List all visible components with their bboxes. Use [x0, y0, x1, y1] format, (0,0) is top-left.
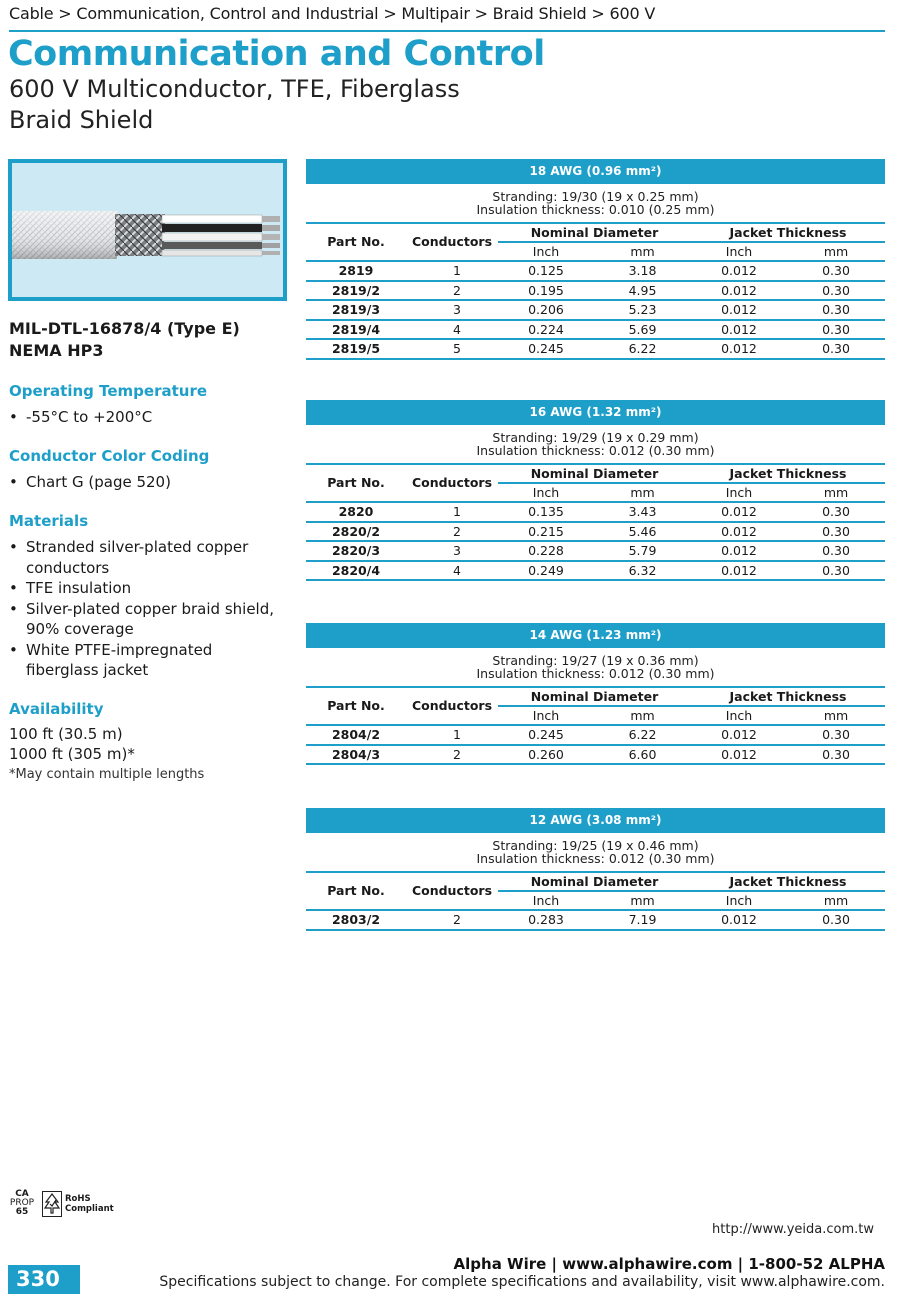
- jacket-mm: 0.30: [822, 504, 850, 519]
- table-stranding: [306, 833, 885, 871]
- insulation-text: Insulation thickness: 0.012 (0.30 mm): [476, 443, 715, 458]
- company-contact: Alpha Wire | www.alphawire.com | 1-800-52 ALPHA: [453, 1255, 885, 1273]
- diameter-mm: 6.60: [628, 746, 657, 762]
- conductors-value: 5: [453, 341, 461, 357]
- table-gauge-heading: 12 AWG (3.08 mm²): [306, 808, 885, 833]
- availability-note: *May contain multiple lengths: [9, 767, 205, 782]
- table-gauge-heading: 16 AWG (1.32 mm²): [306, 400, 885, 425]
- diameter-inch: 0.245: [528, 341, 564, 357]
- insulation-text: Insulation thickness: 0.010 (0.25 mm): [476, 202, 715, 217]
- color-coding-heading: Conductor Color Coding: [9, 447, 210, 465]
- diameter-mm: 6.32: [628, 562, 657, 578]
- diameter-mm: 3.43: [628, 504, 657, 519]
- cable-product-image: [8, 159, 287, 301]
- jacket-mm: 0.30: [822, 746, 850, 762]
- table-row: [306, 319, 885, 339]
- col-part-no: Part No.: [327, 698, 385, 713]
- table-column-headers: [306, 465, 885, 501]
- diameter-mm: 7.19: [628, 912, 657, 927]
- diameter-mm: 4.95: [628, 282, 657, 298]
- prop-line-2: PROP: [9, 1198, 35, 1208]
- table-stranding: [306, 184, 885, 222]
- col-jacket-thickness: Jacket Thickness: [729, 466, 847, 481]
- list-item: • Chart G (page 520): [9, 472, 289, 493]
- col-inch: Inch: [532, 244, 560, 259]
- table-row: [306, 280, 885, 300]
- table-row: [306, 909, 885, 929]
- availability-line-1: 100 ft (30.5 m): [9, 725, 123, 743]
- col-mm: mm: [630, 485, 655, 500]
- jacket-mm: 0.30: [822, 282, 850, 298]
- insulation-text: Insulation thickness: 0.012 (0.30 mm): [476, 666, 715, 681]
- diameter-inch: 0.195: [528, 282, 564, 298]
- table-gauge-heading: 14 AWG (1.23 mm²): [306, 623, 885, 648]
- part-number: 2819: [338, 263, 374, 278]
- col-part-no: Part No.: [327, 475, 385, 490]
- part-number: 2819/2: [331, 282, 381, 298]
- jacket-mm: 0.30: [822, 321, 850, 337]
- jacket-inch: 0.012: [721, 727, 757, 742]
- materials-heading: Materials: [9, 512, 89, 530]
- col-mm: mm: [823, 244, 849, 259]
- rohs-logo: [42, 1191, 114, 1217]
- part-number: 2820/2: [331, 523, 381, 539]
- stranding-text: Stranding: 19/27 (19 x 0.36 mm): [492, 653, 699, 668]
- conductors-value: 3: [453, 302, 461, 318]
- stranding-text: Stranding: 19/29 (19 x 0.29 mm): [492, 430, 699, 445]
- jacket-mm: 0.30: [822, 543, 850, 559]
- header-rule: [9, 30, 885, 32]
- table-14-awg: [306, 623, 885, 765]
- conductors-value: 2: [453, 523, 461, 539]
- diameter-inch: 0.249: [528, 562, 564, 578]
- stranding-text: Stranding: 19/25 (19 x 0.46 mm): [492, 838, 699, 853]
- table-row: [306, 724, 885, 744]
- table-row: [306, 338, 885, 358]
- conductors-value: 1: [453, 727, 461, 742]
- diameter-inch: 0.228: [528, 543, 564, 559]
- table-column-headers: [306, 873, 885, 909]
- part-number: 2819/5: [331, 341, 381, 357]
- col-nominal-diameter: Nominal Diameter: [530, 874, 659, 889]
- page-number: 330: [8, 1265, 80, 1294]
- diameter-mm: 5.46: [628, 523, 657, 539]
- col-inch: Inch: [725, 708, 753, 723]
- compliance-logos: [8, 1190, 114, 1217]
- diameter-inch: 0.224: [528, 321, 564, 337]
- availability-heading: Availability: [9, 700, 104, 718]
- insulation-text: Insulation thickness: 0.012 (0.30 mm): [476, 851, 715, 866]
- col-inch: Inch: [725, 893, 753, 908]
- jacket-mm: 0.30: [822, 523, 850, 539]
- diameter-mm: 3.18: [628, 263, 657, 278]
- jacket-mm: 0.30: [822, 727, 850, 742]
- table-row: [306, 501, 885, 521]
- diameter-inch: 0.260: [528, 746, 564, 762]
- part-number: 2804/2: [331, 727, 381, 742]
- col-nominal-diameter: Nominal Diameter: [530, 225, 659, 240]
- stranding-text: Stranding: 19/30 (19 x 0.25 mm): [492, 189, 699, 204]
- list-item: • -55°C to +200°C: [9, 407, 289, 428]
- conductors-value: 2: [453, 912, 461, 927]
- page-title: Communication and Control: [8, 34, 545, 74]
- diameter-inch: 0.283: [528, 912, 564, 927]
- conductors-value: 2: [453, 746, 461, 762]
- conductors-value: 4: [453, 562, 461, 578]
- diameter-mm: 5.69: [628, 321, 657, 337]
- jacket-inch: 0.012: [721, 746, 757, 762]
- jacket-inch: 0.012: [721, 543, 757, 559]
- col-mm: mm: [630, 708, 655, 723]
- col-part-no: Part No.: [327, 234, 385, 249]
- materials-list: [9, 537, 289, 681]
- col-jacket-thickness: Jacket Thickness: [729, 874, 847, 889]
- jacket-inch: 0.012: [721, 562, 757, 578]
- rohs-line-1: RoHS: [65, 1193, 91, 1204]
- jacket-inch: 0.012: [721, 302, 757, 318]
- col-mm: mm: [823, 485, 849, 500]
- spec-standards: [9, 318, 240, 362]
- diameter-mm: 6.22: [628, 341, 657, 357]
- rohs-line-2: Compliant: [65, 1203, 114, 1214]
- table-row: [306, 560, 885, 580]
- table-stranding: [306, 425, 885, 463]
- col-mm: mm: [630, 244, 655, 259]
- col-nominal-diameter: Nominal Diameter: [530, 689, 659, 704]
- operating-temperature-heading: Operating Temperature: [9, 382, 208, 400]
- jacket-mm: 0.30: [822, 341, 850, 357]
- list-item: • TFE insulation: [9, 578, 289, 599]
- jacket-mm: 0.30: [822, 562, 850, 578]
- col-nominal-diameter: Nominal Diameter: [530, 466, 659, 481]
- page-subtitle: [9, 74, 460, 136]
- col-jacket-thickness: Jacket Thickness: [729, 225, 847, 240]
- part-number: 2820/3: [331, 543, 381, 559]
- jacket-mm: 0.30: [822, 302, 850, 318]
- source-url[interactable]: http://www.yeida.com.tw: [712, 1222, 874, 1237]
- jacket-mm: 0.30: [822, 263, 850, 278]
- breadcrumb: Cable > Communication, Control and Industrial > Multipair > Braid Shield > 600 V: [9, 4, 656, 23]
- part-number: 2804/3: [331, 746, 381, 762]
- diameter-mm: 5.23: [628, 302, 657, 318]
- diameter-inch: 0.206: [528, 302, 564, 318]
- rohs-text: [65, 1194, 114, 1214]
- ca-prop-65-logo: [8, 1190, 36, 1217]
- table-column-headers: [306, 688, 885, 724]
- subtitle-line-2: Braid Shield: [9, 106, 154, 134]
- availability-lengths: [9, 724, 135, 764]
- list-item: • White PTFE-impregnated fiberglass jacket: [9, 640, 289, 681]
- list-item: • Silver-plated copper braid shield, 90% coverage: [9, 599, 289, 640]
- jacket-inch: 0.012: [721, 282, 757, 298]
- jacket-inch: 0.012: [721, 263, 757, 278]
- color-coding-list: [9, 472, 289, 493]
- col-part-no: Part No.: [327, 883, 385, 898]
- col-inch: Inch: [532, 893, 560, 908]
- col-conductors: Conductors: [411, 475, 493, 490]
- jacket-mm: 0.30: [822, 912, 850, 927]
- table-row: [306, 260, 885, 280]
- footer-disclaimer: Specifications subject to change. For complete specifications and availability, visit www.alphawire.com.: [159, 1274, 885, 1290]
- diameter-mm: 6.22: [628, 727, 657, 742]
- col-inch: Inch: [725, 485, 753, 500]
- col-mm: mm: [630, 893, 655, 908]
- subtitle-line-1: 600 V Multiconductor, TFE, Fiberglass: [9, 75, 460, 103]
- conductors-value: 2: [453, 282, 461, 298]
- diameter-mm: 5.79: [628, 543, 657, 559]
- part-number: 2803/2: [331, 912, 381, 927]
- jacket-inch: 0.012: [721, 341, 757, 357]
- table-16-awg: [306, 400, 885, 581]
- table-row: [306, 521, 885, 541]
- part-number: 2820: [338, 504, 374, 519]
- col-conductors: Conductors: [411, 234, 493, 249]
- availability-line-2: 1000 ft (305 m)*: [9, 745, 135, 763]
- col-jacket-thickness: Jacket Thickness: [729, 689, 847, 704]
- operating-temperature-list: [9, 407, 289, 428]
- table-row: [306, 744, 885, 764]
- table-18-awg: [306, 159, 885, 360]
- table-row: [306, 540, 885, 560]
- part-number: 2819/3: [331, 302, 381, 318]
- table-gauge-heading: 18 AWG (0.96 mm²): [306, 159, 885, 184]
- jacket-inch: 0.012: [721, 912, 757, 927]
- col-conductors: Conductors: [411, 883, 493, 898]
- col-mm: mm: [823, 893, 849, 908]
- table-12-awg: [306, 808, 885, 931]
- col-inch: Inch: [532, 708, 560, 723]
- cable-illustration: [12, 163, 283, 297]
- jacket-inch: 0.012: [721, 523, 757, 539]
- conductors-value: 1: [453, 263, 461, 278]
- conductors-value: 4: [453, 321, 461, 337]
- diameter-inch: 0.135: [528, 504, 564, 519]
- prop-line-1: CA: [15, 1189, 29, 1199]
- table-stranding: [306, 648, 885, 686]
- col-inch: Inch: [532, 485, 560, 500]
- spec-nema: NEMA HP3: [9, 341, 104, 360]
- rohs-tree-icon: [42, 1191, 62, 1217]
- list-item: • Stranded silver-plated copper conductors: [9, 537, 289, 578]
- col-inch: Inch: [725, 244, 753, 259]
- diameter-inch: 0.125: [528, 263, 564, 278]
- col-mm: mm: [823, 708, 849, 723]
- col-conductors: Conductors: [411, 698, 493, 713]
- prop-line-3: 65: [15, 1207, 29, 1217]
- table-row: [306, 299, 885, 319]
- jacket-inch: 0.012: [721, 504, 757, 519]
- conductors-value: 1: [453, 504, 461, 519]
- table-column-headers: [306, 224, 885, 260]
- part-number: 2819/4: [331, 321, 381, 337]
- jacket-inch: 0.012: [721, 321, 757, 337]
- diameter-inch: 0.245: [528, 727, 564, 742]
- spec-mil: MIL-DTL-16878/4 (Type E): [9, 319, 240, 338]
- conductors-value: 3: [453, 543, 461, 559]
- part-number: 2820/4: [331, 562, 381, 578]
- diameter-inch: 0.215: [528, 523, 564, 539]
